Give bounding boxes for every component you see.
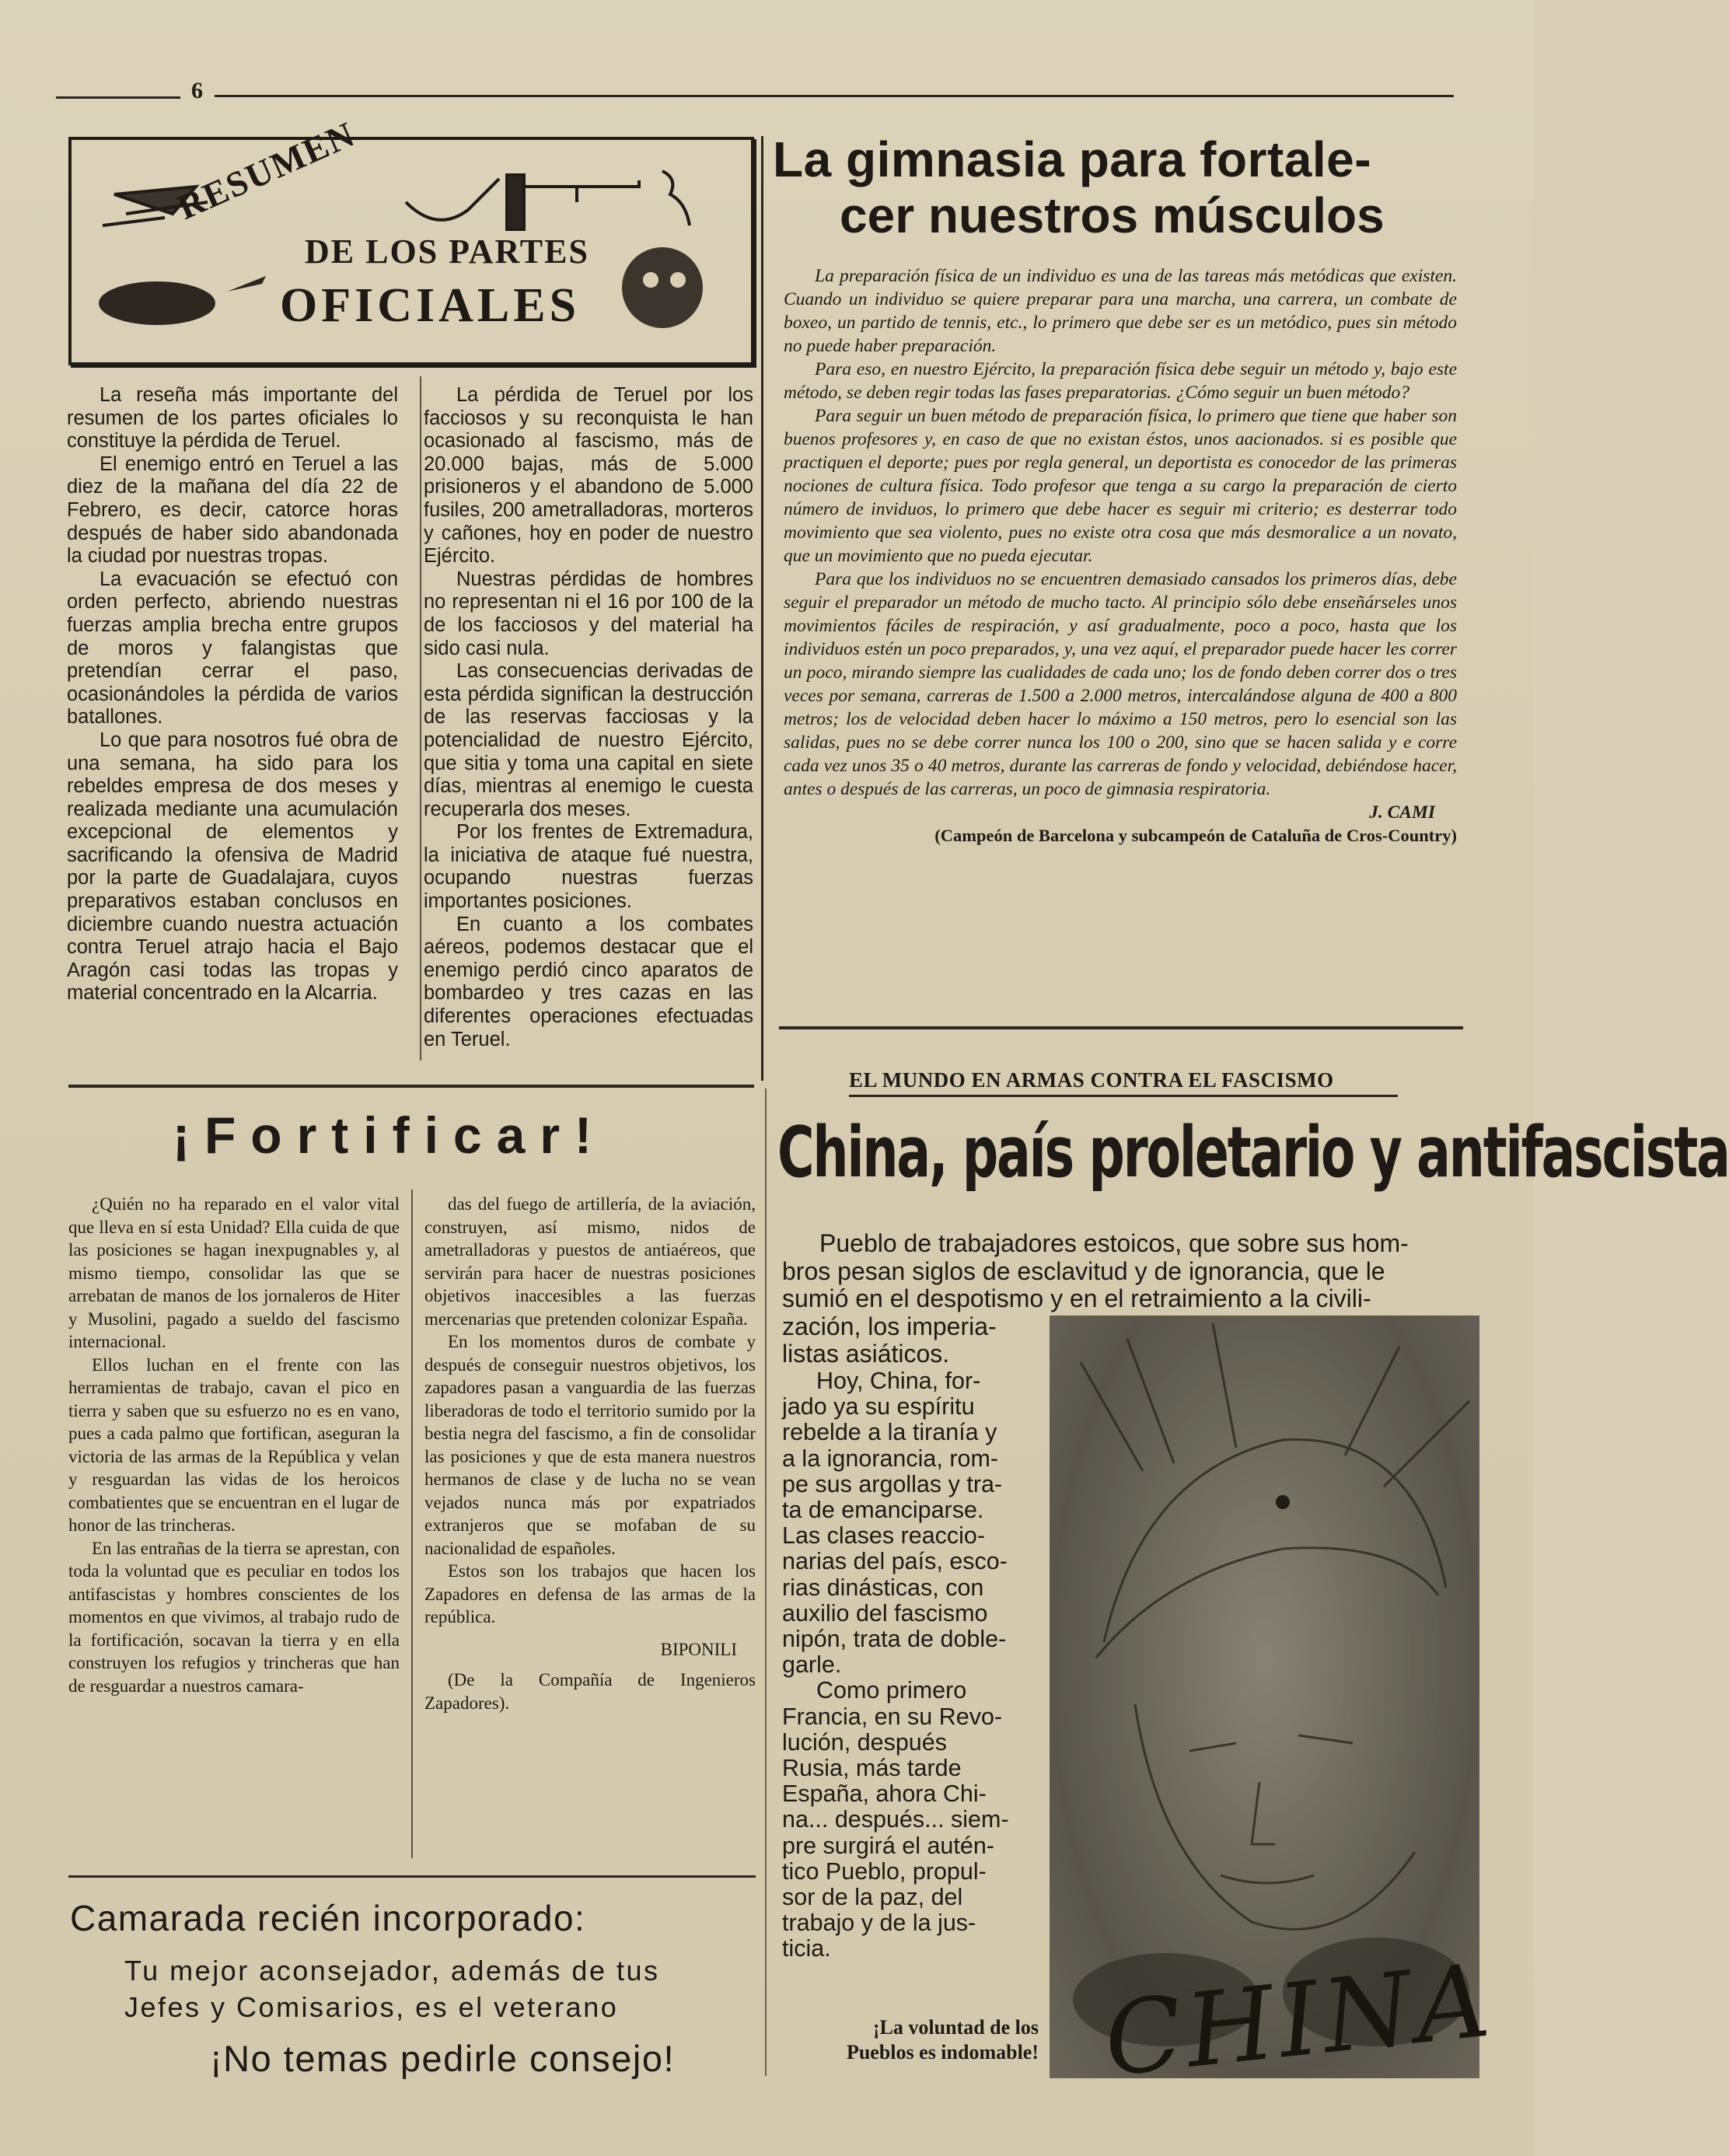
china-body-line: España, ahora Chi- xyxy=(782,1780,987,1808)
fortificar-column-1 xyxy=(68,1193,400,1697)
fortificar-paragraph: Ellos luchan en el frente con las herramientas de trabajo, cavan el pico en tierra y saben que su esfuerzo no es en vano, pues a cada palmo que fortifican, aseguran la victoria de las armas de la República y velan y resguardan las vidas de los heroicos combatientes que se encuentran en el lugar de honor de las trincheras. xyxy=(68,1354,400,1535)
fortificar-bottom-rule xyxy=(68,1875,756,1878)
china-intro-line: listas asiáticos. xyxy=(782,1340,950,1368)
china-kicker-underline xyxy=(849,1095,1398,1097)
china-body xyxy=(782,1368,1039,1962)
resumen-column-rule xyxy=(420,376,421,1061)
resumen-paragraph: El enemigo entró en Teruel a las diez de la mañana del día 22 de Febrero, es decir, catorce horas después de haber sido abandonada la ciudad por nuestras tropas. xyxy=(67,453,398,568)
china-body-line: auxilio del fascismo xyxy=(782,1599,988,1627)
china-intro-line: zación, los imperia- xyxy=(782,1312,997,1340)
china-body-line: nipón, trata de doble- xyxy=(782,1626,1007,1653)
resumen-paragraph: Nuestras pérdidas de hombres no representan ni el 16 por 100 de la de los facciosos y del material ha sido casi nula. xyxy=(424,568,753,659)
china-body-line: rias dinásticas, con xyxy=(782,1574,984,1601)
fortificar-author: BIPONILI xyxy=(660,1639,737,1659)
logo-word-resumen: RESUMEN xyxy=(171,114,362,228)
china-title: China, país proletario y antifascista xyxy=(777,1112,1729,1193)
page-number: 6 xyxy=(191,78,203,103)
fortificar-paragraph: das del fuego de artillería, de la aviación, construyen, así mismo, nidos de ametralladoras y puestos de antiaéreos, que servirán para hacer de nuestras posiciones objetivos inaccesibles a las fuerzas mercenarias que pretenden colonizar España. xyxy=(424,1194,756,1329)
column-divider-top xyxy=(761,136,763,1081)
china-body-line: jado ya su espíritu xyxy=(782,1393,975,1420)
gimnasia-author-note: (Campeón de Barcelona y subcampeón de Cataluña de Cros-Country) xyxy=(934,826,1457,845)
gimnasia-title-line2: cer nuestros músculos xyxy=(840,187,1385,243)
resumen-paragraph: Por los frentes de Extremadura, la iniciativa de ataque fué nuestra, ocupando nuestras fuerzas importantes posiciones. xyxy=(424,821,753,913)
resumen-paragraph: Las consecuencias derivadas de esta pérdida significan la destrucción de las reservas facciosas y la potencialidad de nuestro Ejército, que sitia y toma una capital en siete días, mientras al enemigo le cuesta recuperarla dos meses. xyxy=(424,660,753,820)
gimnasia-article xyxy=(784,264,1457,847)
header-rule-right xyxy=(215,95,1454,97)
tank-icon xyxy=(99,276,266,325)
gimnasia-paragraph: Para que los individuos no se encuentren demasiado cansados los primeros días, debe seguir el preparador un método de mucho tacto. Al principio sólo debe enseñárseles unos movimientos fáciles de respiración, y así gradualmente, poco a poco, hasta que los individuos estén un poco preparados, y, una vez aquí, el preparador puede hacer les correr un poco, mirando siempre las cualidades de cada uno; los de fondo deben correr dos o tres veces por semana, carreras de 1.500 a 2.000 metros, intercalándose alguna de 400 a 800 metros; los de velocidad deben hacer lo máximo a 150 metros, pero lo esencial son las salidas, pues no se debe correr nunca los 100 o 200, sino que se hacen salida y e corre cada vez unos 35 o 40 metros, durante las carreras de fondo y velocidad, debiéndose hacer, antes o después de las carreras, un poco de gimnasia respiratoria. xyxy=(784,569,1457,799)
china-closing xyxy=(782,2015,1039,2065)
resumen-paragraph: La evacuación se efectuó con orden perfecto, abriendo nuestras fuerzas amplia brecha entre grupos de moros y falangistas que pretendían cerrar el paso, ocasionándoles la pérdida de varios batallones. xyxy=(67,568,398,729)
portrait-caption: CHINA xyxy=(1099,1941,1500,2099)
china-body-line: Como primero xyxy=(816,1677,967,1704)
resumen-paragraph: La pérdida de Teruel por los facciosos y su reconquista le han ocasionado al fascismo, más de 20.000 bajas, más de 5.000 prisioneros y el abandono de 5.000 fusiles, 200 ametralladoras, morteros y cañones, hoy en poder de nuestro Ejército. xyxy=(424,384,753,568)
china-body-line: rebelde a la tiranía y xyxy=(782,1419,997,1446)
china-body-line: sor de la paz, del xyxy=(782,1884,963,1911)
logo-word-partes: DE LOS PARTES xyxy=(305,232,589,271)
china-body-line: Las clases reaccio- xyxy=(782,1522,986,1550)
resumen-paragraph: Lo que para nosotros fué obra de una semana, ha sido para los rebeldes empresa de dos meses y realizada mediante una acumulación excepcional de elementos y sacrificando la ofensiva de Madrid por la parte de Guadalajara, cuyos preparativos estaban conclusos en diciembre cuando nuestra actuación contra Teruel atrajo hacia el Bajo Aragón casi todas las tropas y material concentrado en la Alcarria. xyxy=(67,729,398,1005)
china-body-line: trabajo y de la jus- xyxy=(782,1910,976,1937)
china-intro-line: Pueblo de trabajadores estoicos, que sobre sus hom- xyxy=(819,1229,1409,1257)
column-divider-bottom xyxy=(765,1088,767,2076)
fortificar-column-rule xyxy=(411,1190,413,1858)
gimnasia-title-line1: La gimnasia para fortale- xyxy=(773,131,1372,187)
china-intro-line: sumió en el despotismo y en el retraimiento a la civili- xyxy=(782,1284,1371,1312)
china-body-line: pre surgirá el autén- xyxy=(782,1832,994,1859)
china-closing-line: Pueblos es indomable! xyxy=(846,2041,1039,2063)
china-body-line: Hoy, China, for- xyxy=(816,1368,981,1394)
logo-word-oficiales: OFICIALES xyxy=(280,279,581,332)
fortificar-paragraph: En los momentos duros de combate y después de conseguir nuestros objetivos, los zapadores pasan a vanguardia de las fuerzas liberadoras de todo el territorio sumido por la bestia negra del fascismo, a fin de consolidar las posiciones y que de esta manera nuestros hermanos de clase y de lucha no se vean vejados nunca más por expatriados extranjeros que se mofaban de su nacionalidad de españoles. xyxy=(424,1332,756,1558)
china-body-line: narias del país, esco- xyxy=(782,1548,1008,1575)
china-body-line: tico Pueblo, propul- xyxy=(782,1857,987,1885)
china-body-line: lución, después xyxy=(782,1728,947,1756)
fortificar-column-2 xyxy=(424,1193,756,1714)
camarada-heading: Camarada recién incorporado: xyxy=(70,1898,586,1938)
resumen-column-1 xyxy=(67,384,398,1005)
camarada-line4: ¡No temas pedirle consejo! xyxy=(210,2038,676,2079)
cannon-icon xyxy=(507,171,690,229)
china-body-line: ticia. xyxy=(782,1935,831,1962)
fortificar-paragraph: En las entrañas de la tierra se aprestan, con toda la voluntad que es peculiar en todos los antifascistas y hombres conscientes de los momentos en que vivimos, al trabajo rudo de la fortificación, socavan la tierra y en ella construyen los refugios y trincheras que han de resguardar a nuestros camara- xyxy=(68,1538,400,1696)
fortificar-paragraph: Estos son los trabajos que hacen los Zapadores en defensa de las armas de la república. xyxy=(424,1561,756,1627)
resumen-bottom-rule xyxy=(68,1085,754,1088)
soldier-head-icon xyxy=(622,247,703,328)
gimnasia-paragraph: Para eso, en nuestro Ejército, la preparación física debe seguir un método y, bajo este método, se deben regir todas las fases preparatorias. ¿Cómo seguir un buen método? xyxy=(784,359,1457,403)
resumen-paragraph: La reseña más importante del resumen de los partes oficiales lo constituye la pérdida de Teruel. xyxy=(67,384,398,453)
china-body-line: Rusia, más tarde xyxy=(782,1755,962,1782)
fortificar-paragraph: ¿Quién no ha reparado en el valor vital que lleva en sí esta Unidad? Ella cuida de que las posiciones se hagan inexpugnables y, al mismo tiempo, consolidar las que se arrebatan de manos de los jornaleros de Hiter y Musolini, pagado a sueldo del fascismo internacional. xyxy=(68,1194,400,1351)
gimnasia-bottom-rule xyxy=(779,1026,1463,1029)
resumen-paragraph: En cuanto a los combates aéreos, podemos destacar que el enemigo perdió cinco aparatos de bombardeo y tres cazas en las diferentes operaciones efectuadas en Teruel. xyxy=(424,913,753,1050)
camarada-line2: Tu mejor aconsejador, además de tus xyxy=(124,1955,660,1987)
china-portrait-illustration xyxy=(1050,1316,1500,2099)
china-kicker: EL MUNDO EN ARMAS CONTRA EL FASCISMO xyxy=(849,1068,1334,1092)
resumen-logo-box xyxy=(68,114,754,365)
china-body-line: a la ignorancia, rom- xyxy=(782,1445,999,1472)
china-body-line: na... después... siem- xyxy=(782,1806,1009,1833)
china-body-line: pe sus argollas y tra- xyxy=(782,1470,1003,1497)
fortificar-title: ¡Fortificar! xyxy=(173,1106,606,1164)
china-body-line: Francia, en su Revo- xyxy=(782,1703,1003,1730)
fortificar-author-note: (De la Compañía de Ingenieros Zapadores). xyxy=(424,1670,756,1713)
gimnasia-paragraph: Para seguir un buen método de preparación física, lo primero que tiene que haber son buenos profesores y, en caso de que no existan éstos, unos aacionados. si es posible que practiquen el deporte; pues por regla general, un deportista es conocedor de las primeras nociones de cultura física. Todo profesor que tenga a su cargo la preparación de cierto número de inviduos, lo primero que debe hacer es seguir mi criterio; es desterrar todo movimiento que sea violento, pues no existe otra cosa que más desmoralice a un novato, que un movimiento que no pueda ejecutar. xyxy=(784,406,1457,566)
gimnasia-paragraph: La preparación física de un individuo es una de las tareas más metódicas que existen. Cuando un individuo se quiere preparar para una marcha, una carrera, un combate de boxeo, un partido de tennis, etc., lo primero que debe ser es un metódico, pues sin método no puede haber preparación. xyxy=(784,266,1457,356)
china-body-line: garle. xyxy=(782,1651,842,1679)
header-rule-left xyxy=(56,96,180,99)
china-intro-line: bros pesan siglos de esclavitud y de ignorancia, que le xyxy=(782,1256,1385,1285)
resumen-column-2 xyxy=(424,384,753,1051)
china-closing-line: ¡La voluntad de los xyxy=(872,2016,1039,2039)
gimnasia-author: J. CAMI xyxy=(1369,802,1435,823)
china-body-line: ta de emanciparse. xyxy=(782,1497,984,1524)
camarada-line3: Jefes y Comisarios, es el veterano xyxy=(124,1991,619,2023)
squiggle-icon xyxy=(406,179,499,220)
